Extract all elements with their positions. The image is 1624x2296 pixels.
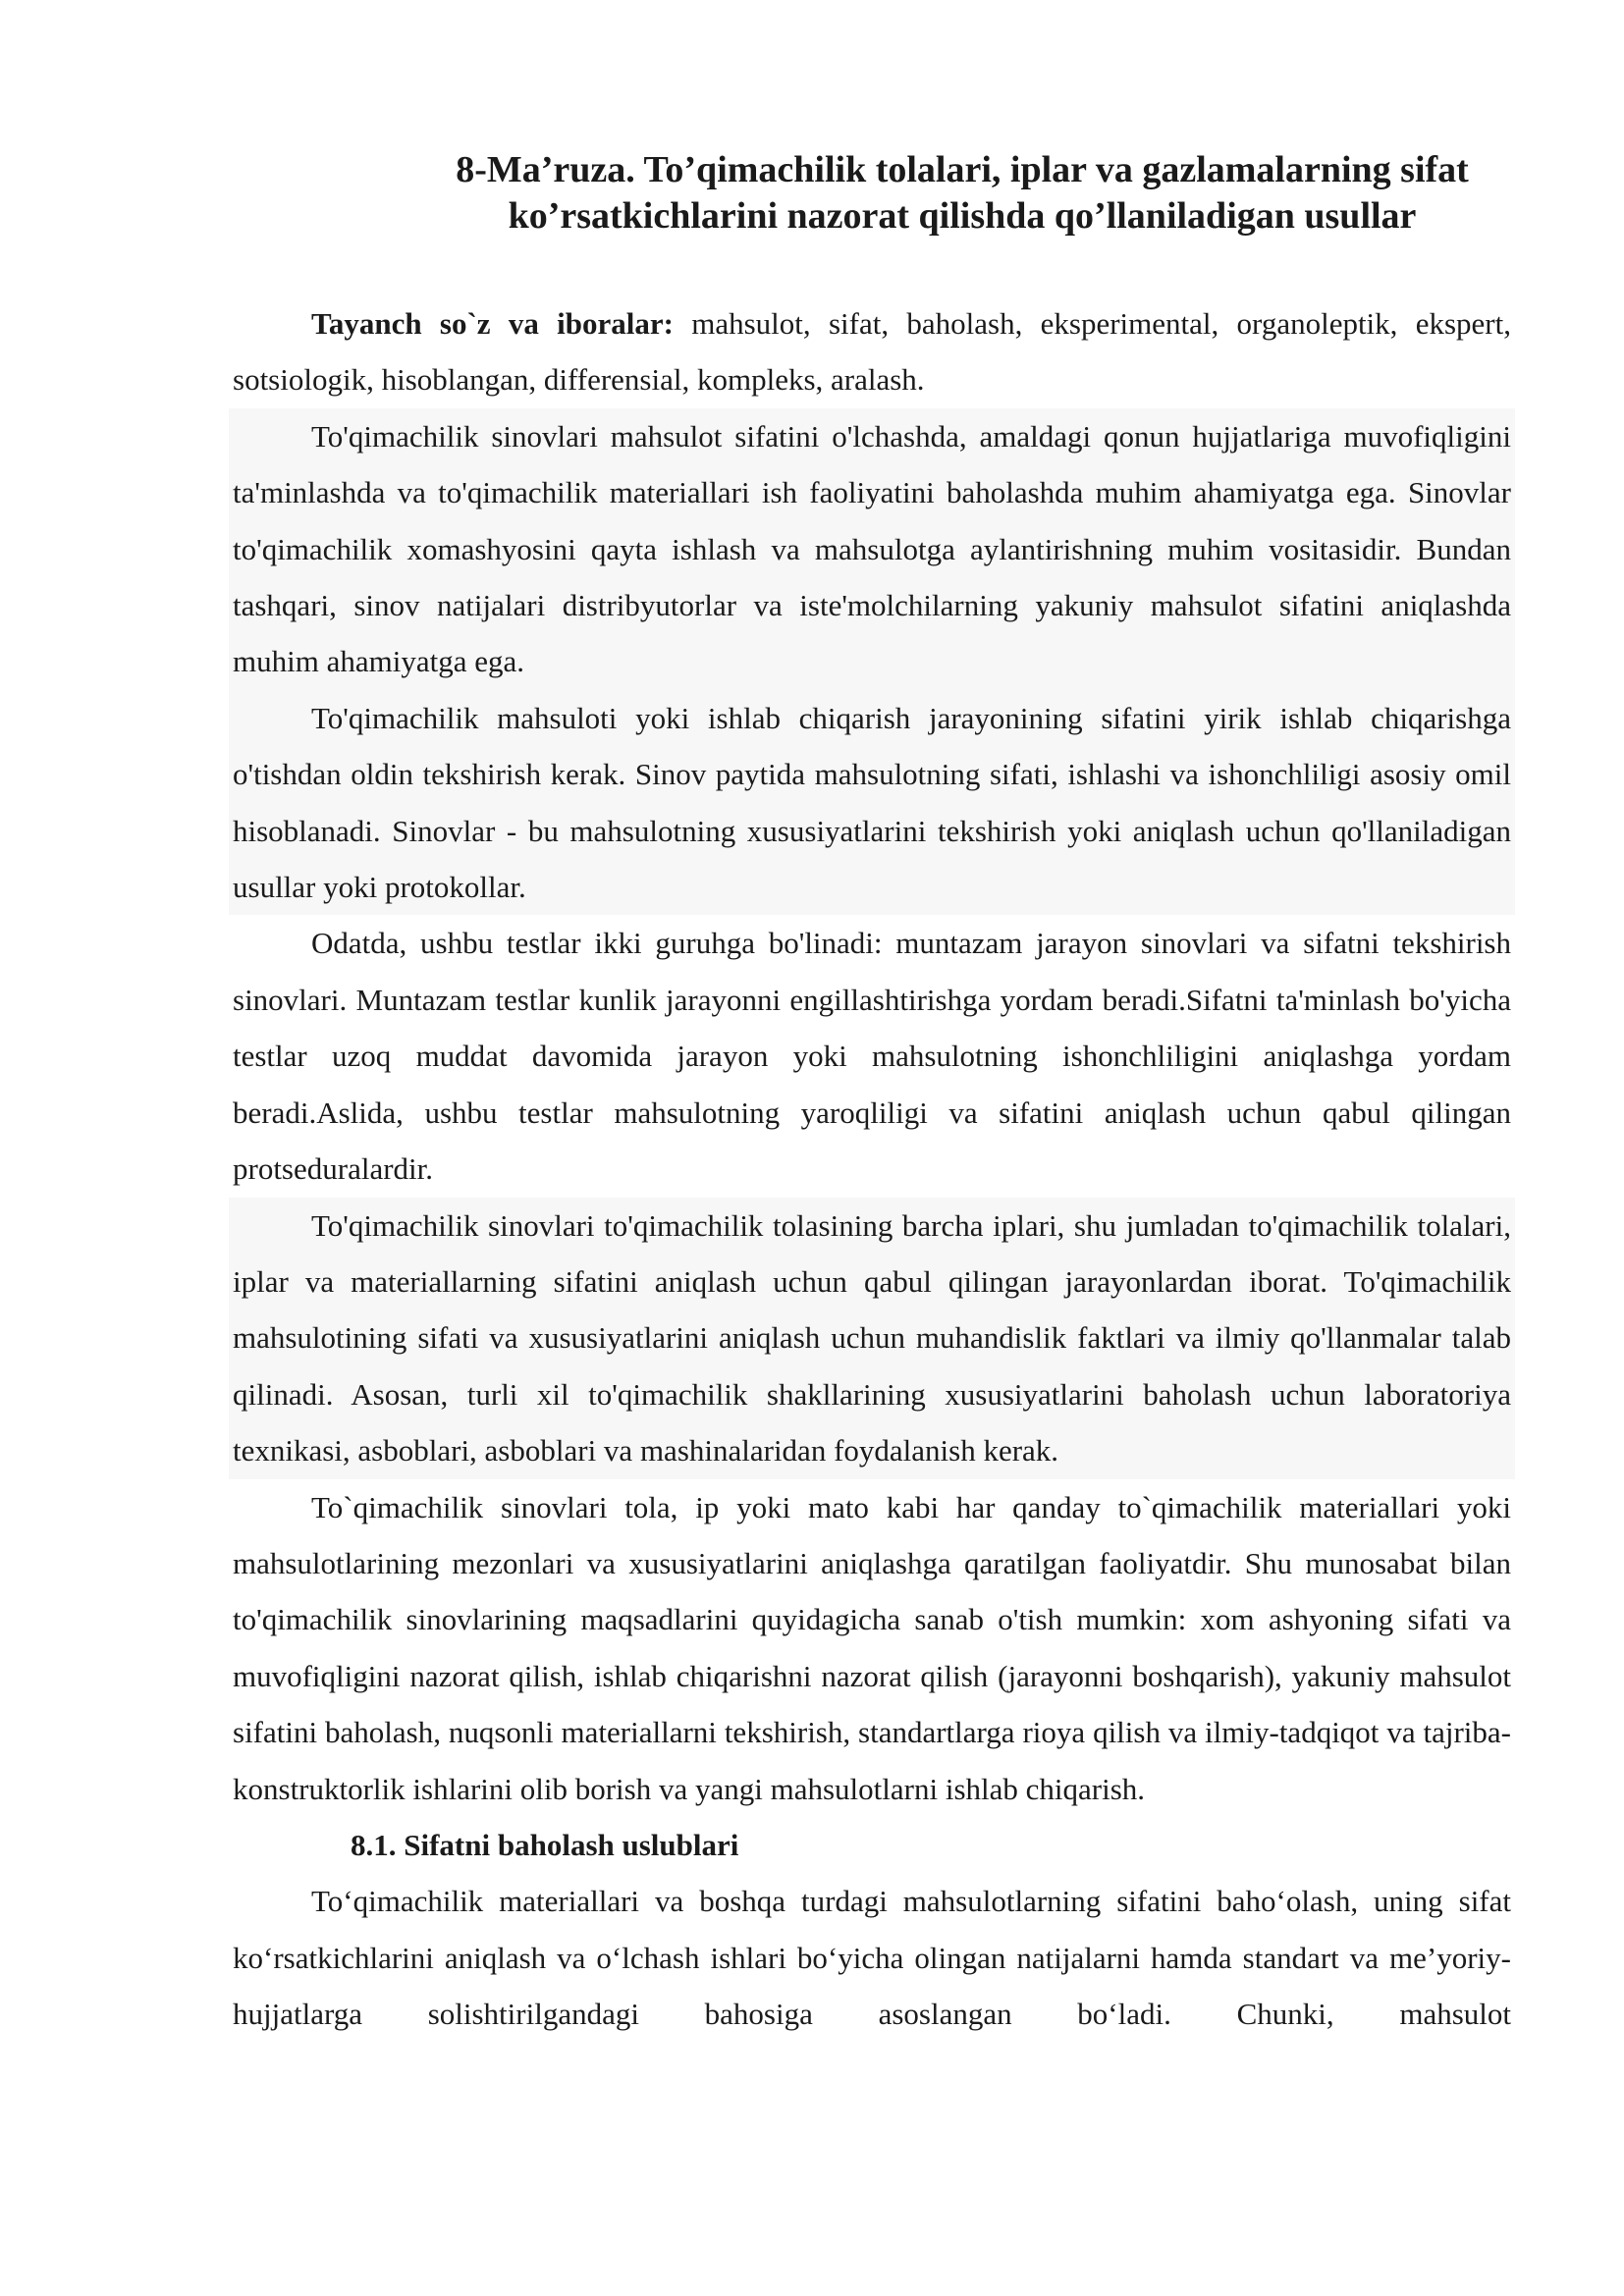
title-line-1: 8-Ma’ruza. To’qimachilik tolalari, iplar va gazlamalarning sifat — [456, 149, 1469, 190]
keywords-paragraph — [233, 295, 1511, 408]
paragraph-4: To'qimachilik sinovlari to'qimachilik tolasining barcha iplari, shu jumladan to'qimachilik tolalari, iplar va materiallarning sifatini aniqlash uchun qabul qilingan jarayonlardan iborat. To'qimachilik mahsulotining sifati va xususiyatlarini aniqlash uchun muhandislik faktlari va ilmiy qo'llanmalar talab qilinadi. Asosan, turli xil to'qimachilik shakllarining xususiyatlarini baholash uchun laboratoriya texnikasi, asboblari, asboblari va mashinalaridan foydalanish kerak. — [229, 1198, 1515, 1479]
page-title — [412, 147, 1512, 240]
keywords-text: mahsulot, sifat, baholash, eksperimental, organoleptik, ekspert, sotsiologik, hisoblangan, differensial, kompleks, aralash. — [233, 306, 1511, 398]
section-heading: 8.1. Sifatni baholash uslublari — [351, 1827, 739, 1862]
keywords-label: Tayanch so`z va iboralar: — [311, 306, 674, 341]
document-body — [233, 295, 1511, 2043]
paragraph-6: To‘qimachilik materiallari va boshqa turdagi mahsulotlarning sifatini baho‘olash, uning sifat ko‘rsatkichlarini aniqlash va o‘lchash ishlari bo‘yicha olingan natijalarni hamda standart va me’yoriy-hujjatlarga solishtirilgandagi bahosiga asoslangan bo‘ladi. Chunki, mahsulot — [233, 1884, 1511, 2032]
paragraph-3: Odatda, ushbu testlar ikki guruhga bo'linadi: muntazam jarayon sinovlari va sifatni tekshirish sinovlari. Muntazam testlar kunlik jarayonni engillashtirishga yordam beradi.Sifatni ta'minlash bo'yicha testlar uzoq muddat davomida jarayon yoki mahsulotning ishonchliligini aniqlashga yordam beradi.Aslida, ushbu testlar mahsulotning yaroqliligi va sifatini aniqlash uchun qabul qilingan protseduralardir. — [233, 926, 1511, 1187]
title-line-2: ko’rsatkichlarini nazorat qilishda qo’llaniladigan usullar — [508, 195, 1417, 237]
paragraph-1: To'qimachilik sinovlari mahsulot sifatini o'lchashda, amaldagi qonun hujjatlariga muvofiqligini ta'minlashda va to'qimachilik materiallari ish faoliyatini baholashda muhim ahamiyatga ega. Sinovlar to'qimachilik xomashyosini qayta ishlash va mahsulotga aylantirishning muhim vositasidir. Bundan tashqari, sinov natijalari distribyutorlar va iste'molchilarning yakuniy mahsulot sifatini aniqlashda muhim ahamiyatga ega. — [229, 408, 1515, 690]
paragraph-2: To'qimachilik mahsuloti yoki ishlab chiqarish jarayonining sifatini yirik ishlab chiqarishga o'tishdan oldin tekshirish kerak. Sinov paytida mahsulotning sifati, ishlashi va ishonchliligi asosiy omil hisoblanadi. Sinovlar - bu mahsulotning xususiyatlarini tekshirish yoki aniqlash uchun qo'llaniladigan usullar yoki protokollar. — [229, 690, 1515, 916]
paragraph-5: To`qimachilik sinovlari tola, ip yoki mato kabi har qanday to`qimachilik materiallari yoki mahsulotlarining mezonlari va xususiyatlarini aniqlashga qaratilgan faoliyatdir. Shu munosabat bilan to'qimachilik sinovlarining maqsadlarini quyidagicha sanab o'tish mumkin: xom ashyoning sifati va muvofiqligini nazorat qilish, ishlab chiqarishni nazorat qilish (jarayonni boshqarish), yakuniy mahsulot sifatini baholash, nuqsonli materiallarni tekshirish, standartlarga rioya qilish va ilmiy-tadqiqot va tajriba-konstruktorlik ishlarini olib borish va yangi mahsulotlarni ishlab chiqarish. — [233, 1489, 1511, 1806]
